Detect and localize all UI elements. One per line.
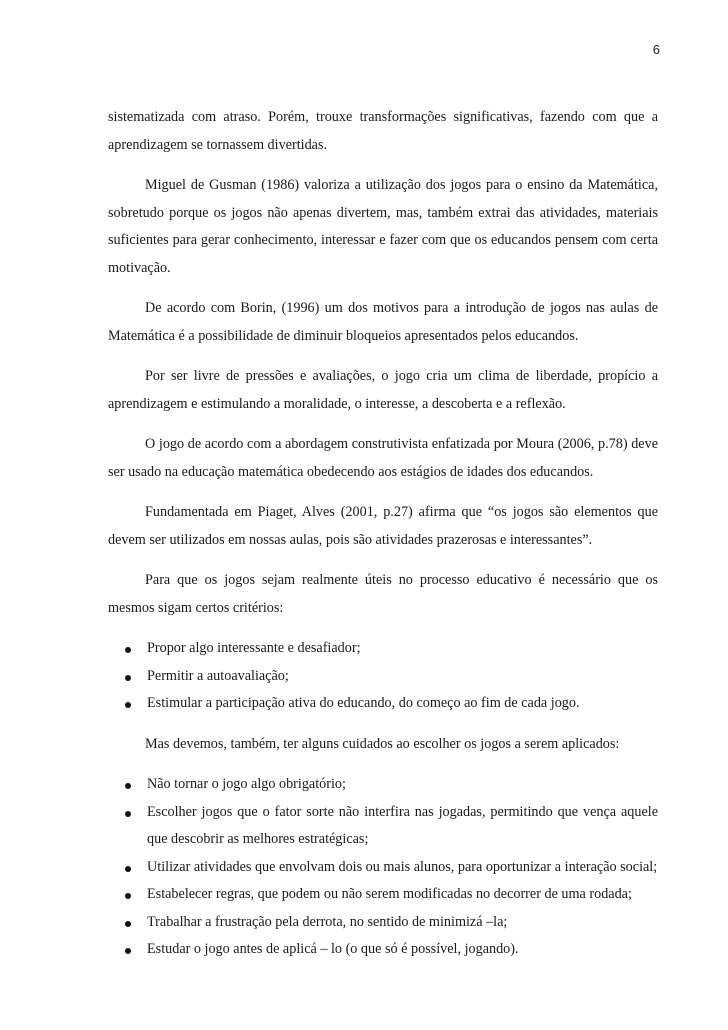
bullet-icon xyxy=(125,783,131,789)
list-item xyxy=(108,909,658,937)
paragraph-gusman: Miguel de Gusman (1986) valoriza a utilização dos jogos para o ensino da Matemática, sobretudo porque os jogos não apenas divertem, mas, também extrai das atividades, materiais suficientes para gerar conhecimento, interessar e fazer com que os educandos pensem com certa motivação. xyxy=(108,177,658,276)
list-item xyxy=(108,771,658,799)
paragraph-liberdade: Por ser livre de pressões e avaliações, o jogo cria um clima de liberdade, propício a aprendizagem e estimulando a moralidade, o interesse, a descoberta e a reflexão. xyxy=(108,368,658,412)
list-item-text: Utilizar atividades que envolvam dois ou mais alunos, para oportunizar a interação social; xyxy=(147,858,658,875)
bullet-icon xyxy=(125,921,131,927)
list-item-text: Não tornar o jogo algo obrigatório; xyxy=(147,776,346,792)
body-text xyxy=(108,104,658,977)
list-item-text: Estudar o jogo antes de aplicá – lo (o que só é possível, jogando). xyxy=(147,941,519,957)
list-item-text: Trabalhar a frustração pela derrota, no sentido de minimizá –la; xyxy=(147,913,508,930)
bullet-icon xyxy=(125,647,131,653)
list-item xyxy=(108,936,658,964)
bullet-icon xyxy=(125,675,131,681)
list-item-text: Permitir a autoavaliação; xyxy=(147,667,289,684)
paragraph-continuation: sistematizada com atraso. Porém, trouxe transformações significativas, fazendo com que a aprendizagem se tornassem divertidas. xyxy=(108,109,658,153)
page-number: 6 xyxy=(652,42,660,57)
bullet-icon xyxy=(125,866,131,872)
paragraph-borin: De acordo com Borin, (1996) um dos motivos para a introdução de jogos nas aulas de Matemática é a possibilidade de diminuir bloqueios apresentados pelos educandos. xyxy=(108,300,658,344)
paragraph-criterios-intro: Para que os jogos sejam realmente úteis no processo educativo é necessário que os mesmos sigam certos critérios: xyxy=(108,572,658,616)
bullet-icon xyxy=(125,702,131,708)
list-item-text: Estimular a participação ativa do educando, do começo ao fim de cada jogo. xyxy=(147,695,580,711)
criteria-list xyxy=(108,635,658,718)
bullet-icon xyxy=(125,948,131,954)
list-item-text: Estabelecer regras, que podem ou não serem modificadas no decorrer de uma rodada; xyxy=(147,886,632,902)
bullet-icon xyxy=(125,893,131,899)
list-item xyxy=(108,799,658,854)
list-item xyxy=(108,635,658,663)
list-item xyxy=(108,854,658,882)
list-item xyxy=(108,881,658,909)
paragraph-moura: O jogo de acordo com a abordagem construtivista enfatizada por Moura (2006, p.78) deve ser usado na educação matemática obedecendo aos estágios de idades dos educandos. xyxy=(108,436,658,480)
cautions-list xyxy=(108,771,658,964)
paragraph-piaget-alves: Fundamentada em Piaget, Alves (2001, p.27) afirma que “os jogos são elementos que devem ser utilizados em nossas aulas, pois são atividades prazerosas e interessantes”. xyxy=(108,504,658,548)
list-item xyxy=(108,690,658,718)
list-item-text: Escolher jogos que o fator sorte não interfira nas jogadas, permitindo que vença aquele que descobrir as melhores estratégicas; xyxy=(147,803,658,847)
list-item xyxy=(108,663,658,691)
bullet-icon xyxy=(125,811,131,817)
paragraph-cuidados-intro: Mas devemos, também, ter alguns cuidados ao escolher os jogos a serem aplicados: xyxy=(145,735,620,752)
list-item-text: Propor algo interessante e desafiador; xyxy=(147,640,361,656)
